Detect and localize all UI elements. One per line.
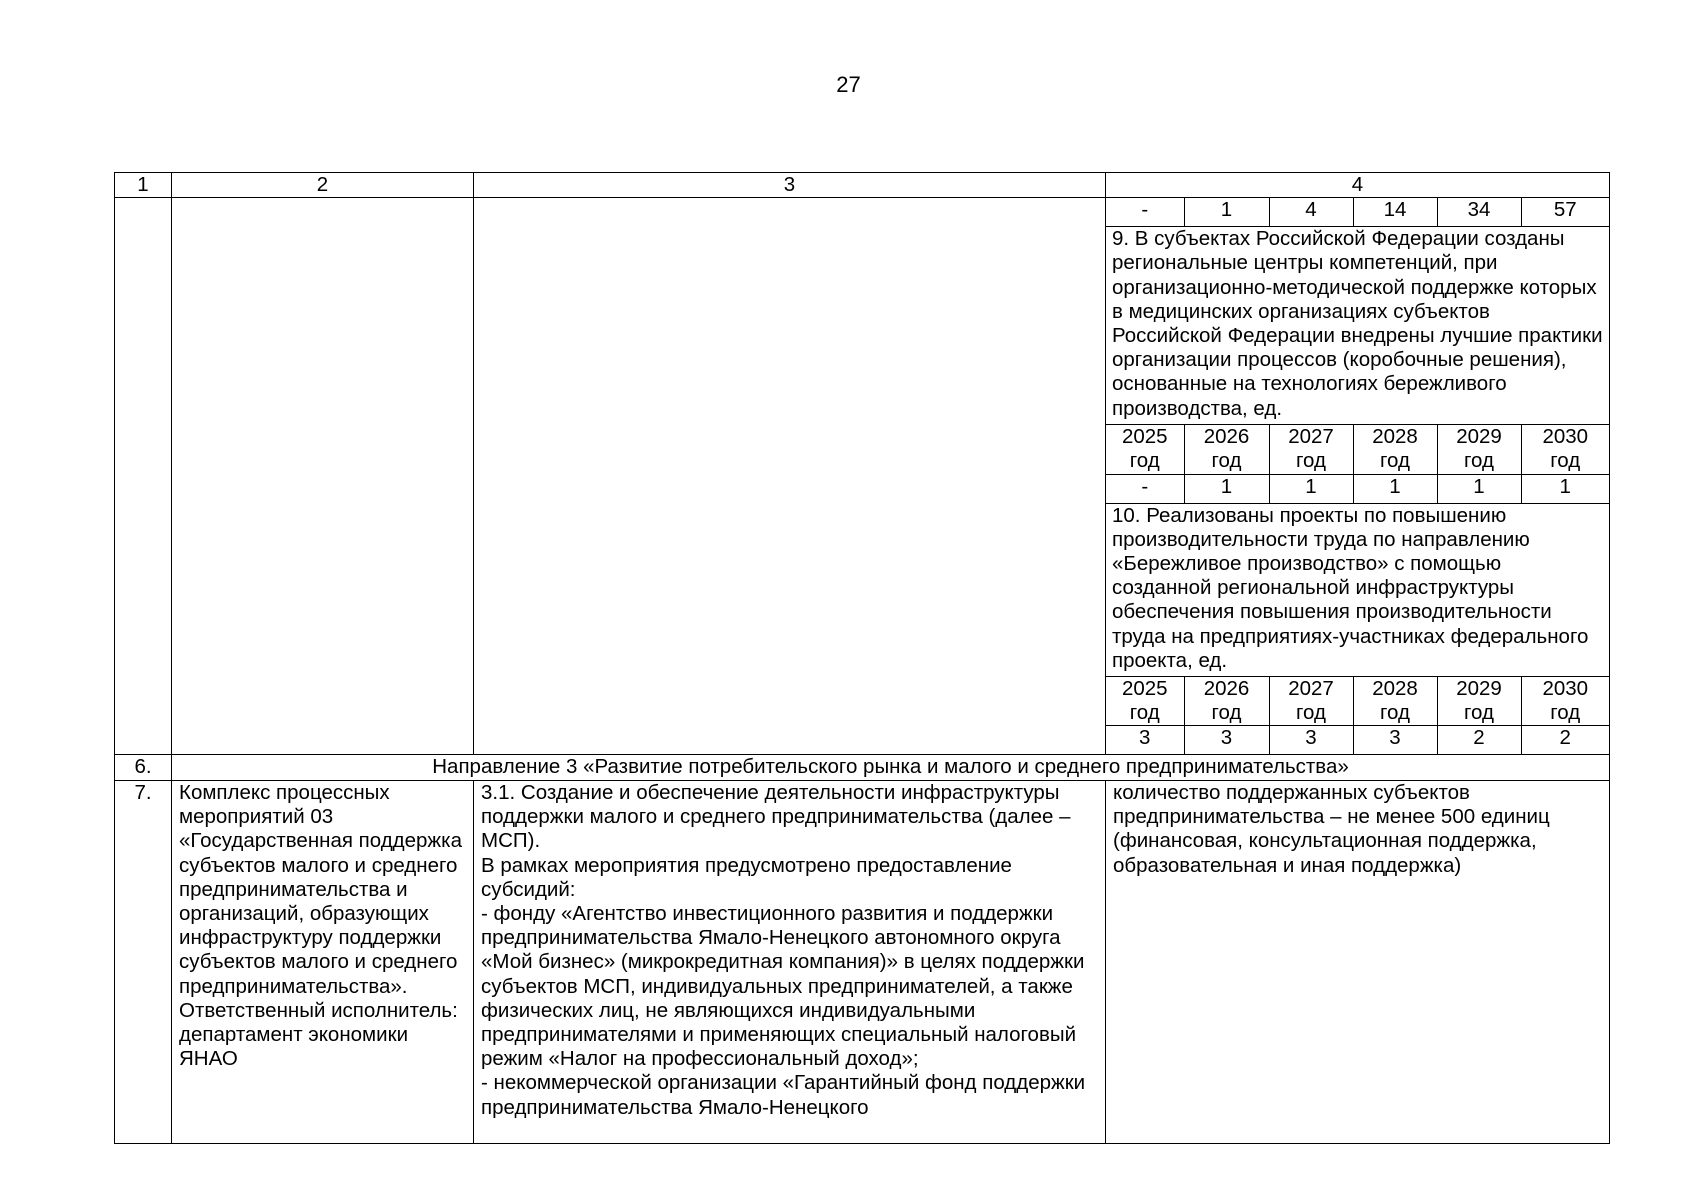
page-number: 27 bbox=[836, 72, 861, 97]
empty-cell bbox=[474, 198, 1106, 755]
year-cell: 2026 год bbox=[1184, 425, 1269, 474]
table-header-row bbox=[115, 173, 1610, 198]
year-cell: 2027 год bbox=[1269, 425, 1353, 474]
header-col-1: 1 bbox=[115, 173, 172, 198]
value-cell: 3 bbox=[1106, 726, 1184, 755]
table-row-7 bbox=[115, 781, 1610, 1144]
measure-description bbox=[474, 781, 1106, 1144]
value-cell: 1 bbox=[1437, 474, 1521, 503]
measure-paragraph: 3.1. Создание и обеспечение деятельности инфраструктуры поддержки малого и среднего предпринимательства (далее – МСП). bbox=[481, 781, 1071, 853]
header-col-2: 2 bbox=[172, 173, 474, 198]
year-cell: 2026 год bbox=[1184, 676, 1269, 725]
indicator-9-years bbox=[1106, 425, 1609, 474]
previous-indicator-values bbox=[1106, 198, 1609, 227]
header-col-3: 3 bbox=[474, 173, 1106, 198]
year-cell: 2029 год bbox=[1437, 425, 1521, 474]
value-cell: 1 bbox=[1184, 198, 1269, 227]
section-row-6 bbox=[115, 755, 1610, 781]
value-cell: - bbox=[1106, 474, 1184, 503]
value-cell: 34 bbox=[1437, 198, 1521, 227]
value-cell: 14 bbox=[1353, 198, 1437, 227]
value-cell: - bbox=[1106, 198, 1184, 227]
indicator-10-text: 10. Реализованы проекты по повышению производительности труда по направлению «Бережливое производство» с помощью созданной региональной инфраструктуры обеспечения повышения производительности труда на предприятиях-участниках федерального проекта, ед. bbox=[1106, 503, 1609, 676]
indicator-9-values bbox=[1106, 474, 1609, 503]
empty-cell bbox=[172, 198, 474, 755]
value-cell: 1 bbox=[1521, 474, 1609, 503]
year-cell: 2028 год bbox=[1353, 676, 1437, 725]
table-row-continued bbox=[115, 198, 1610, 755]
value-cell: 57 bbox=[1521, 198, 1609, 227]
year-cell: 2029 год bbox=[1437, 676, 1521, 725]
row-number: 6. bbox=[115, 755, 172, 781]
indicator-9-row bbox=[1106, 227, 1609, 425]
year-cell: 2027 год bbox=[1269, 676, 1353, 725]
measure-paragraph: - фонду «Агентство инвестиционного развития и поддержки предпринимательства Ямало-Ненецкого автономного округа «Мой бизнес» (микрокредитная компания)» в целях поддержки субъектов МСП, индивидуальных предпринимателей, а также физических лиц, не являющихся индивидуальными предпринимателями и применяющих специальный налоговый режим «Налог на профессиональный доход»; bbox=[481, 902, 1085, 1071]
header-col-4: 4 bbox=[1106, 173, 1610, 198]
row-number: 7. bbox=[115, 781, 172, 1144]
value-cell: 3 bbox=[1184, 726, 1269, 755]
value-cell: 1 bbox=[1184, 474, 1269, 503]
result-description: количество поддержанных субъектов предпринимательства – не менее 500 единиц (финансовая, консультационная поддержка, образовательная и иная поддержка) bbox=[1106, 781, 1610, 1144]
value-cell: 2 bbox=[1437, 726, 1521, 755]
value-cell: 1 bbox=[1269, 474, 1353, 503]
year-cell: 2025 год bbox=[1106, 425, 1184, 474]
value-cell: 3 bbox=[1269, 726, 1353, 755]
indicator-10-row bbox=[1106, 503, 1609, 676]
measure-paragraph: - некоммерческой организации «Гарантийный фонд поддержки предпринимательства Ямало-Ненецкого bbox=[481, 1071, 1086, 1119]
year-cell: 2025 год bbox=[1106, 676, 1184, 725]
value-cell: 2 bbox=[1521, 726, 1609, 755]
indicators-cell bbox=[1106, 198, 1610, 755]
indicator-9-text: 9. В субъектах Российской Федерации созданы региональные центры компетенций, при организационно-методической поддержке которых в медицинских организациях субъектов Российской Федерации внедрены лучшие практики организации процессов (коробочные решения), основанные на технологиях бережливого производства, ед. bbox=[1106, 227, 1609, 425]
year-cell: 2030 год bbox=[1521, 425, 1609, 474]
value-cell: 3 bbox=[1353, 726, 1437, 755]
year-cell: 2030 год bbox=[1521, 676, 1609, 725]
empty-cell bbox=[115, 198, 172, 755]
year-cell: 2028 год bbox=[1353, 425, 1437, 474]
complex-description: Комплекс процессных мероприятий 03 «Государственная поддержка субъектов малого и среднего предпринимательства и организаций, образующих инфраструктуру поддержки субъектов малого и среднего предпринимательства». Ответственный исполнитель: департамент экономики ЯНАО bbox=[172, 781, 474, 1144]
measures-table bbox=[114, 172, 1610, 1144]
indicator-10-values bbox=[1106, 726, 1609, 755]
indicators-table bbox=[1106, 198, 1609, 754]
value-cell: 4 bbox=[1269, 198, 1353, 227]
measure-paragraph: В рамках мероприятия предусмотрено предоставление субсидий: bbox=[481, 853, 1012, 901]
value-cell: 1 bbox=[1353, 474, 1437, 503]
section-title: Направление 3 «Развитие потребительского рынка и малого и среднего предпринимательства» bbox=[172, 755, 1610, 781]
indicator-10-years bbox=[1106, 676, 1609, 725]
